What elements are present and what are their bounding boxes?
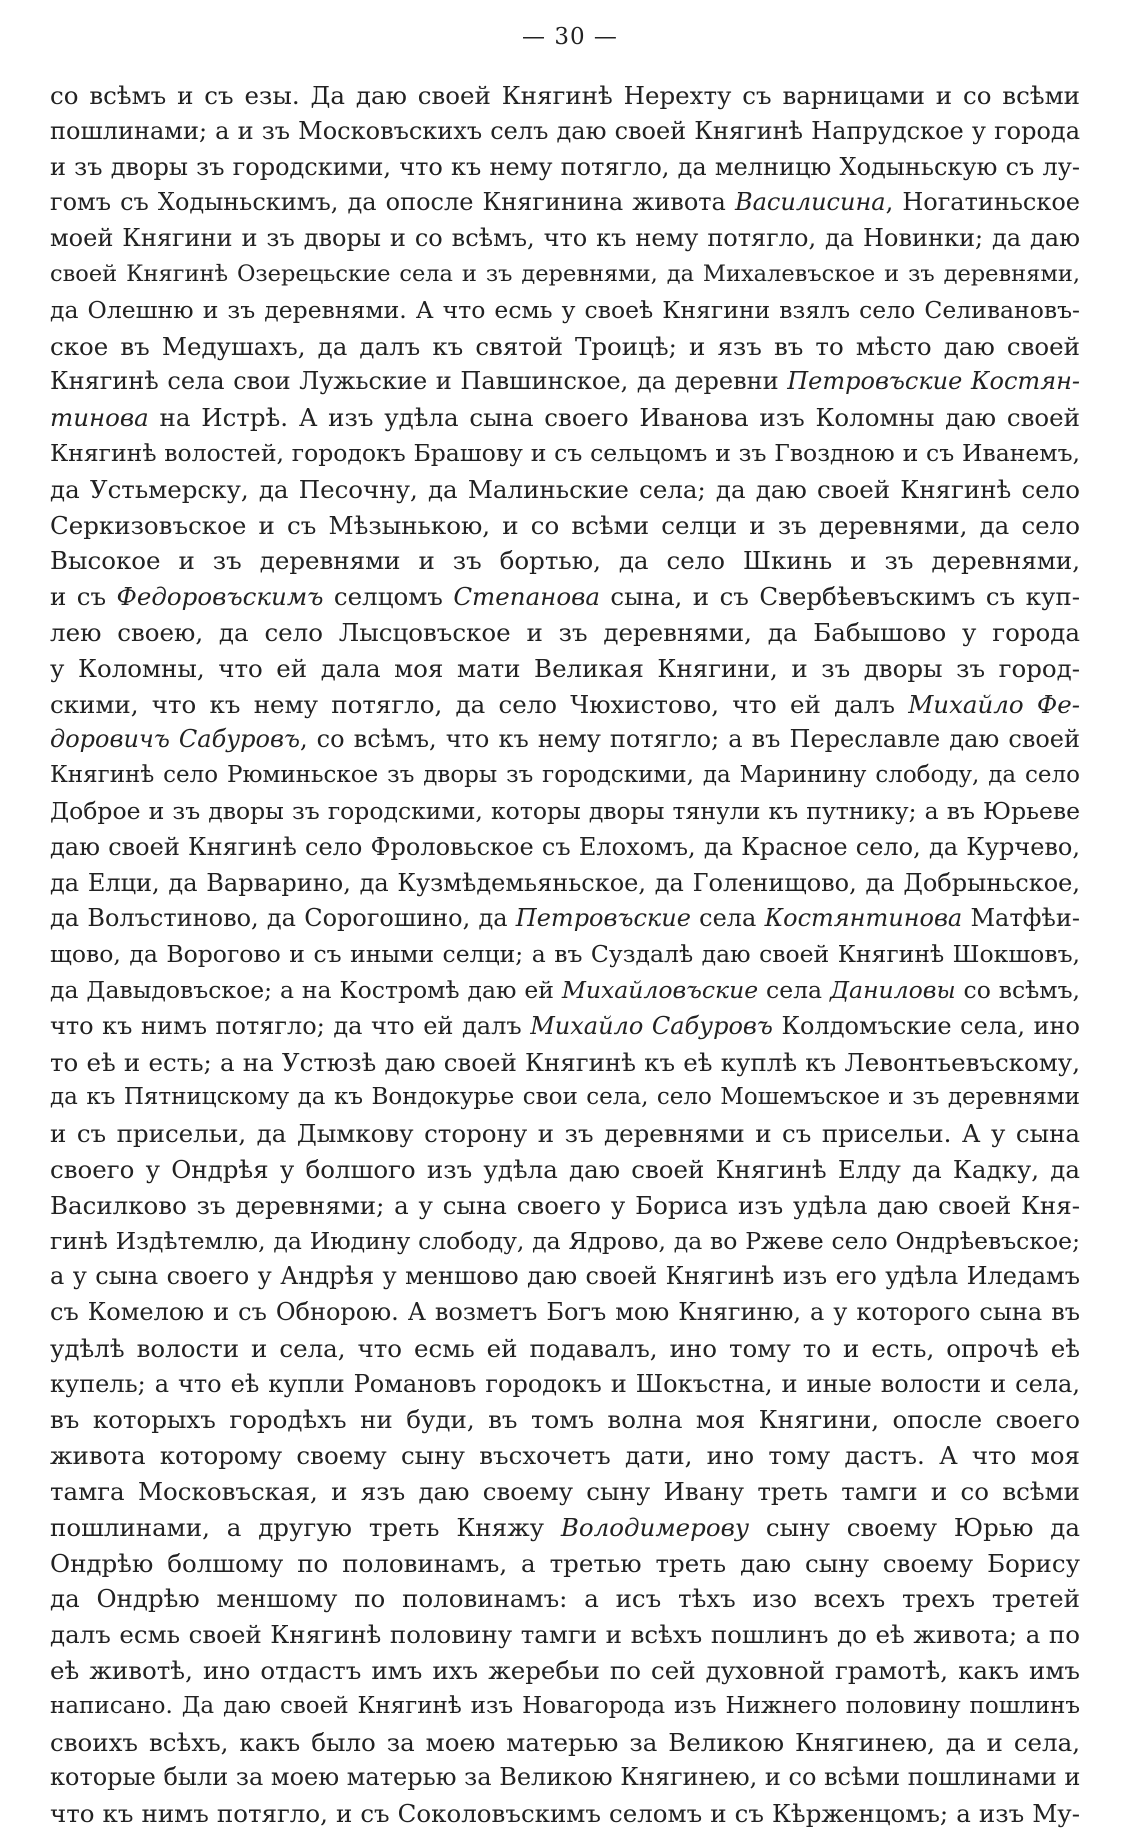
text-line	[50, 579, 1080, 615]
text-segment: написано. Да даю своей Княгинѣ изъ Новагорода изъ Нижнего половину пошлинъ	[50, 1692, 1080, 1719]
text-line	[50, 185, 1080, 221]
text-line	[50, 150, 1080, 186]
italic-name: Степанова	[453, 582, 600, 612]
text-line	[50, 1653, 1080, 1689]
text-line	[50, 1080, 1080, 1116]
text-segment: гинѣ Издѣтемлю, да Июдину слободу, да Ядрово, да во Ржеве село Ондрѣевъское;	[50, 1226, 1080, 1255]
text-segment: , Ногатиньское	[885, 188, 1081, 217]
text-segment: Доброе и зъ дворы зъ городскими, которы дворы тянули къ путнику; а въ Юрьеве	[50, 796, 1080, 825]
text-line	[50, 651, 1080, 687]
text-segment: пошлинами; а и зъ Московъскихъ селъ даю своей Княгинѣ Напрудское у города	[50, 116, 1080, 145]
text-line	[50, 1617, 1080, 1653]
text-segment: да Елци, да Варварино, да Кузмѣдемьяньское, да Голенищово, да Добрыньское,	[50, 868, 1080, 897]
text-line	[50, 1546, 1080, 1582]
text-line	[50, 508, 1080, 544]
text-segment: Василково зъ деревнями; а у сына своего у Бориса изъ удѣла даю своей Кня-	[50, 1190, 1080, 1220]
text-segment: со всѣмъ и съ езы. Да даю своей Княгинѣ Нерехту съ варницами и со всѣми	[50, 81, 1080, 110]
text-line	[50, 830, 1080, 866]
text-segment: и съ	[50, 582, 117, 612]
text-segment: села	[758, 975, 830, 1004]
text-segment: да Ондрѣю меншому по половинамъ: а исъ тѣхъ изо всехъ трехъ третей	[50, 1584, 1080, 1614]
italic-name: Федоровъскимъ	[116, 582, 324, 612]
text-segment: Серкизовъское и съ Мѣзынькою, и со всѣми селци и зъ деревнями, да село	[50, 510, 1080, 540]
text-line	[50, 1188, 1080, 1224]
text-line	[50, 1259, 1080, 1295]
text-line	[50, 364, 1080, 400]
text-line	[50, 543, 1080, 579]
text-line	[50, 1438, 1080, 1474]
text-line	[50, 436, 1080, 472]
text-segment: Высокое и зъ деревнями и зъ бортью, да село Шкинь и зъ деревнями,	[50, 546, 1080, 576]
text-line	[50, 758, 1080, 794]
text-line	[50, 794, 1080, 830]
page-number: — 30 —	[522, 24, 618, 50]
text-segment: Княгинѣ волостей, городокъ Брашову и съ сельцомъ и зъ Гвоздною и съ Иванемъ,	[50, 438, 1080, 467]
text-line	[50, 1796, 1080, 1832]
text-segment: съ Комелою и съ Обнорою. А возметъ Богъ мою Княгиню, а у которого сына въ	[50, 1298, 1080, 1327]
text-segment: то еѣ и есть; а на Устюзѣ даю своей Княгинѣ къ еѣ куплѣ къ Левонтьевъскому,	[50, 1047, 1080, 1077]
text-segment: моей Княгини и зъ дворы и со всѣмъ, что къ нему потягло, да Новинки; да даю	[50, 224, 1080, 253]
text-line	[50, 1402, 1080, 1438]
text-line	[50, 472, 1080, 508]
text-line	[50, 1367, 1080, 1403]
italic-name: Володимерову	[560, 1512, 750, 1542]
text-line	[50, 114, 1080, 150]
text-segment: гомъ съ Ходыньскимъ, да опосле Княгинина живота	[50, 188, 735, 217]
text-segment: своей Княгинѣ Озерецьские села и зъ деревнями, да Михалевъское и зъ деревнями,	[50, 260, 1080, 287]
text-segment: и зъ дворы зъ городскими, что къ нему потягло, да мелницю Ходыньскую съ лу-	[50, 152, 1080, 181]
text-segment: сына, и съ Свербѣевъскимъ съ куп-	[599, 582, 1081, 612]
text-line	[50, 901, 1080, 937]
text-line	[50, 615, 1080, 651]
text-segment: еѣ животѣ, ино отдастъ имъ ихъ жеребьи по сей духовной грамотѣ, какъ имъ	[50, 1656, 1080, 1686]
text-segment: удѣлѣ волости и села, что есмь ей подавалъ, ино тому то и есть, опрочѣ еѣ	[50, 1333, 1080, 1363]
text-segment: ское въ Медушахъ, да далъ къ святой Троицѣ; и язъ въ то мѣсто даю своей	[50, 331, 1080, 361]
text-line	[50, 1689, 1080, 1725]
text-line	[50, 722, 1080, 758]
text-segment: , со всѣмъ, что къ нему потягло; а въ Переславле даю своей	[299, 725, 1080, 754]
text-segment: своего у Ондрѣя у болшого изъ удѣла даю своей Княгинѣ Елду да Кадку, да	[50, 1154, 1080, 1184]
text-segment: у Коломны, что ей дала моя мати Великая Княгини, и зъ дворы зъ город-	[50, 653, 1080, 683]
text-line	[50, 1152, 1080, 1188]
text-segment: пошлинами, а другую треть Княжу	[50, 1512, 561, 1542]
text-line	[50, 1295, 1080, 1331]
text-segment: своихъ всѣхъ, какъ было за моею матерью за Великою Княгинею, да и села,	[50, 1727, 1080, 1757]
text-line	[50, 937, 1080, 973]
page-body-text	[50, 78, 1080, 1832]
text-segment: селцомъ	[323, 582, 454, 612]
text-line	[50, 1224, 1080, 1260]
text-line	[50, 1009, 1080, 1045]
italic-name: Костянтинова	[764, 904, 963, 933]
text-line	[50, 1116, 1080, 1152]
text-line	[50, 293, 1080, 329]
text-segment: купель; а что еѣ купли Романовъ городокъ и Шокъстна, и иные волости и села,	[50, 1369, 1080, 1398]
text-segment: въ которыхъ городѣхъ ни буди, въ томъ волна моя Княгини, опосле своего	[50, 1405, 1080, 1435]
text-segment: и съ присельи, да Дымкову сторону и зъ деревнями и съ присельи. А у сына	[50, 1119, 1080, 1149]
text-segment: далъ есмь своей Княгинѣ половину тамги и всѣхъ пошлинъ до еѣ живота; а по	[50, 1620, 1080, 1650]
text-segment: даю своей Княгинѣ село Фроловьское съ Елохомъ, да Красное село, да Курчево,	[50, 832, 1080, 861]
text-line	[50, 1760, 1080, 1796]
text-segment: да Устьмерску, да Песочну, да Малиньские села; да даю своей Княгинѣ село	[50, 474, 1080, 504]
text-line	[50, 78, 1080, 114]
text-segment: которые были за моею матерью за Великою Княгинею, и со всѣми пошлинами и	[50, 1763, 1081, 1792]
text-segment: на Истрѣ. А изъ удѣла сына своего Иванова изъ Коломны даю своей	[148, 403, 1080, 433]
text-segment: Княгинѣ село Рюминьское зъ дворы зъ городскими, да Маринину слободу, да село	[50, 762, 1080, 789]
text-segment: Княгинѣ села свои Лужьские и Павшинское, да деревни	[50, 367, 788, 396]
text-segment: что къ нимъ потягло, и съ Соколовъскимъ селомъ и съ Кѣрженцомъ; а изъ Му-	[50, 1799, 1080, 1829]
text-segment: лею своею, да село Лысцовъское и зъ деревнями, да Бабышово у города	[50, 617, 1080, 647]
text-line	[50, 866, 1080, 902]
italic-name: Василисина	[734, 188, 886, 217]
text-line	[50, 257, 1080, 293]
text-segment: Колдомъские села, ино	[772, 1011, 1080, 1040]
text-line	[50, 973, 1080, 1009]
text-segment: Матфѣи-	[962, 904, 1080, 933]
text-segment: живота которому своему сыну въсхочетъ дати, ино тому дастъ. А что моя	[50, 1441, 1080, 1471]
text-line	[50, 1474, 1080, 1510]
italic-name: Петровъские	[515, 904, 691, 933]
text-line	[50, 1725, 1080, 1761]
text-segment: Ондрѣю болшому по половинамъ, а третью треть даю сыну своему Борису	[50, 1548, 1080, 1578]
text-segment: со всѣмъ,	[955, 975, 1081, 1004]
text-line	[50, 1581, 1080, 1617]
italic-name: тинова	[50, 403, 149, 433]
text-segment: да къ Пятницскому да къ Вондокурье свои села, село Мошемъское и зъ деревнями	[50, 1084, 1080, 1111]
text-segment: сыну своему Юрью да	[749, 1512, 1081, 1542]
italic-name: Михайловъские	[561, 975, 759, 1004]
italic-name: Петровъские Костян-	[787, 367, 1080, 396]
text-segment: тамга Московъская, и язъ даю своему сыну Ивану треть тамги и со всѣми	[50, 1477, 1080, 1507]
text-segment: да Давыдовъское; а на Костромѣ даю ей	[50, 975, 562, 1004]
text-segment: скими, что къ нему потягло, да село Чюхистово, что ей далъ	[50, 689, 909, 719]
italic-name: Даниловы	[829, 975, 956, 1004]
text-segment: да Олешню и зъ деревнями. А что есмь у своеѣ Княгини взялъ село Селивановъ-	[50, 295, 1080, 324]
text-segment: села	[690, 904, 765, 933]
text-line	[50, 687, 1080, 723]
text-line	[50, 400, 1080, 436]
text-line	[50, 329, 1080, 365]
italic-name: Михайло Сабуровъ	[530, 1011, 773, 1040]
italic-name: Михайло Фе-	[908, 689, 1080, 719]
text-segment: да Волъстиново, да Сорогошино, да	[50, 904, 516, 933]
text-segment: а у сына своего у Андрѣя у меншово даю своей Княгинѣ изъ его удѣла Иледамъ	[50, 1262, 1080, 1291]
text-line	[50, 221, 1080, 257]
text-line	[50, 1331, 1080, 1367]
text-segment: щово, да Ворогово и съ иными селци; а въ Суздалѣ даю своей Княгинѣ Шокшовъ,	[50, 940, 1080, 969]
text-line	[50, 1045, 1080, 1081]
italic-name: доровичъ Сабуровъ	[50, 725, 300, 754]
text-segment: что къ нимъ потягло; да что ей далъ	[50, 1011, 531, 1040]
text-line	[50, 1510, 1080, 1546]
